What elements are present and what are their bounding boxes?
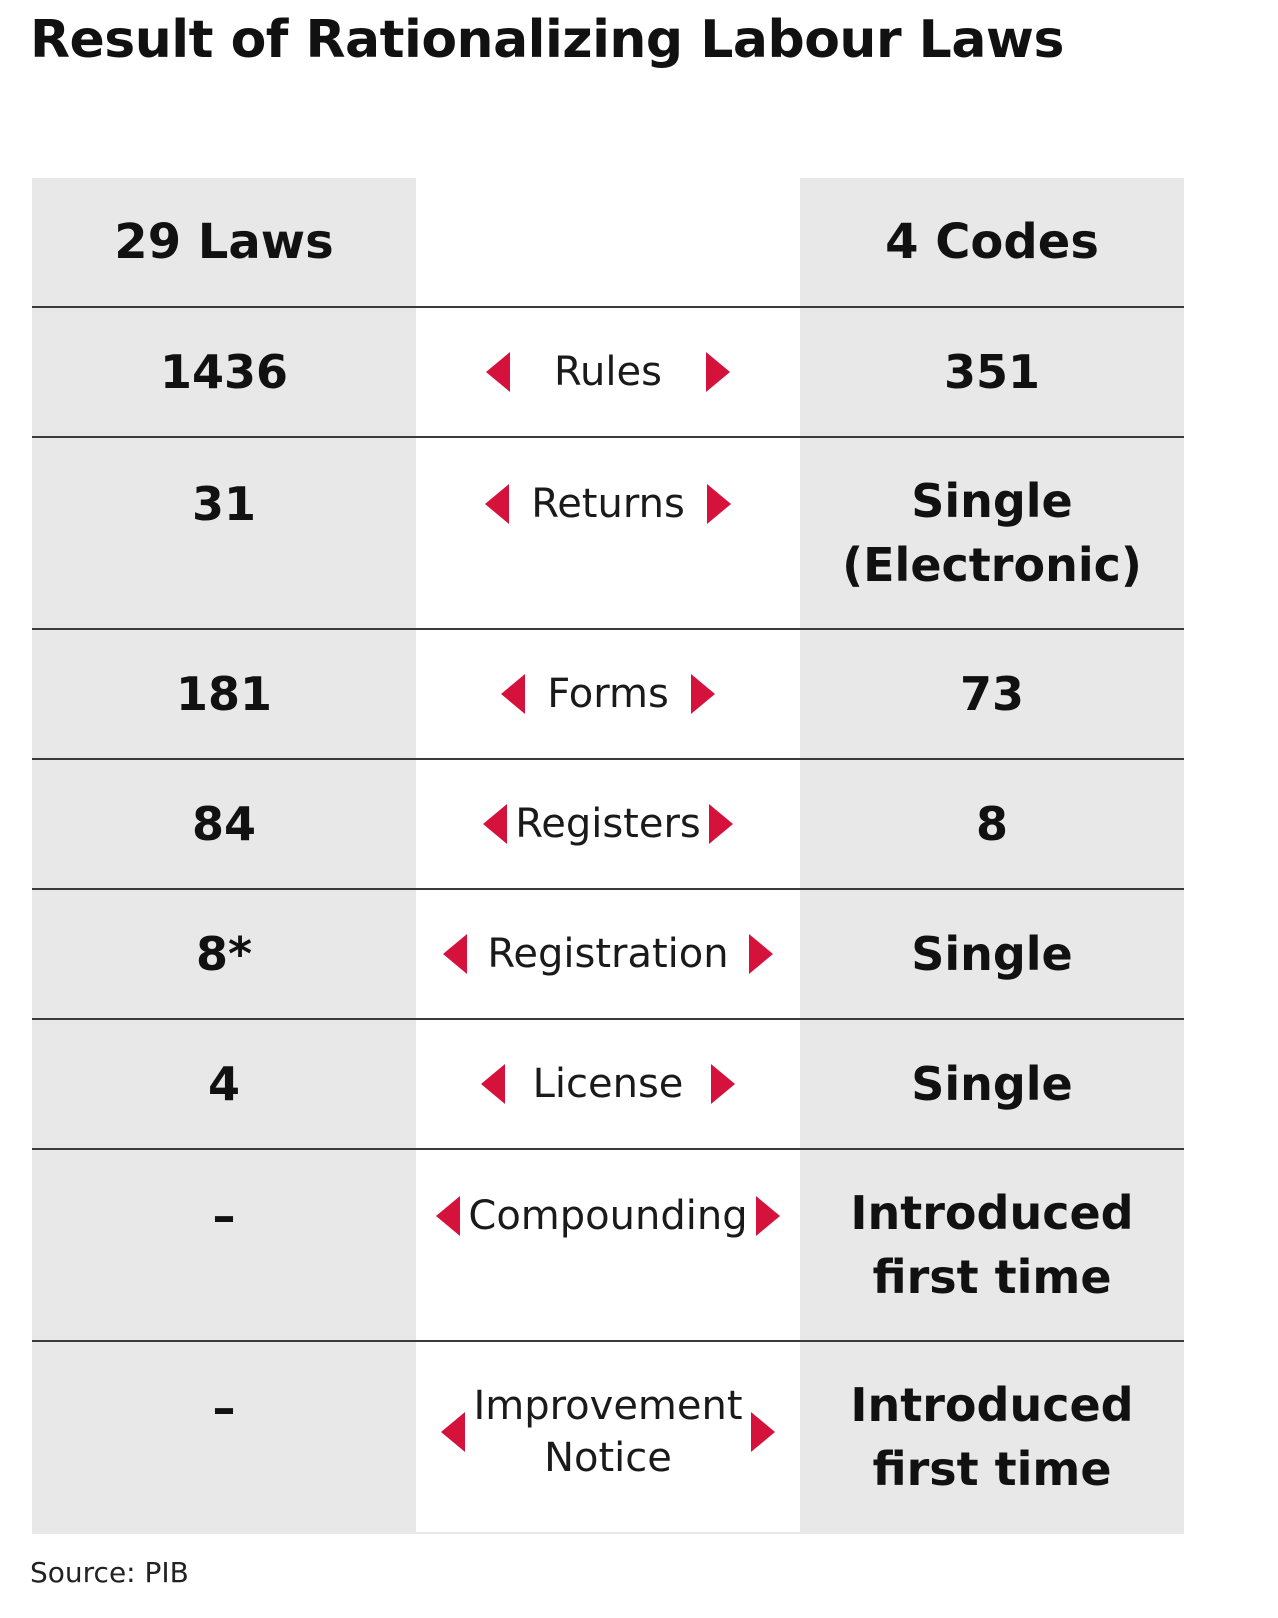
table-row-rules	[32, 308, 1184, 438]
right-arrow-icon	[711, 1064, 735, 1104]
header-middle	[416, 178, 800, 306]
table-row-license	[32, 1020, 1184, 1150]
category-label: Forms	[547, 671, 669, 717]
codes-value-line1: Single	[911, 474, 1073, 528]
codes-value: 73	[800, 630, 1184, 758]
category-label: Registration	[487, 931, 729, 977]
right-arrow-icon	[707, 484, 731, 524]
category-label: License	[532, 1061, 684, 1107]
codes-value: Single	[800, 890, 1184, 1018]
header-codes: 4 Codes	[800, 178, 1184, 306]
laws-value: 8*	[32, 890, 416, 1018]
table-row-forms	[32, 630, 1184, 760]
header-laws: 29 Laws	[32, 178, 416, 306]
left-arrow-icon	[481, 1064, 505, 1104]
laws-value: 181	[32, 630, 416, 758]
laws-value: 31	[32, 438, 416, 628]
codes-value: 8	[800, 760, 1184, 888]
category-label: Rules	[554, 349, 662, 395]
laws-value: –	[32, 1150, 416, 1340]
table-row-registers	[32, 760, 1184, 890]
left-arrow-icon	[483, 804, 507, 844]
left-arrow-icon	[486, 352, 510, 392]
table-row-returns	[32, 438, 1184, 630]
category-cell	[416, 1020, 800, 1148]
category-cell	[416, 308, 800, 436]
laws-value: –	[32, 1342, 416, 1532]
left-arrow-icon	[441, 1412, 465, 1452]
laws-value: 84	[32, 760, 416, 888]
category-cell	[416, 1150, 800, 1340]
category-label-line2: Notice	[544, 1435, 672, 1481]
category-cell	[416, 438, 800, 628]
right-arrow-icon	[751, 1412, 775, 1452]
table-row-registration	[32, 890, 1184, 1020]
left-arrow-icon	[436, 1196, 460, 1236]
right-arrow-icon	[756, 1196, 780, 1236]
codes-value-line2: (Electronic)	[842, 538, 1142, 592]
codes-value: 351	[800, 308, 1184, 436]
codes-value	[800, 438, 1184, 628]
left-arrow-icon	[501, 674, 525, 714]
laws-value: 4	[32, 1020, 416, 1148]
table-header-row	[32, 178, 1184, 308]
comparison-table	[32, 178, 1184, 1534]
left-arrow-icon	[485, 484, 509, 524]
codes-value: Single	[800, 1020, 1184, 1148]
right-arrow-icon	[709, 804, 733, 844]
category-cell	[416, 760, 800, 888]
category-cell	[416, 890, 800, 1018]
laws-value: 1436	[32, 308, 416, 436]
category-label: Compounding	[468, 1193, 748, 1239]
table-row-improvement-notice	[32, 1342, 1184, 1532]
page-title: Result of Rationalizing Labour Laws	[30, 10, 1064, 70]
category-label	[473, 1380, 742, 1484]
codes-value-line1: Introduced	[850, 1186, 1134, 1240]
category-label: Registers	[515, 801, 701, 847]
codes-value-line2: first time	[872, 1250, 1112, 1304]
codes-value	[800, 1150, 1184, 1340]
category-cell	[416, 630, 800, 758]
right-arrow-icon	[749, 934, 773, 974]
table-row-compounding	[32, 1150, 1184, 1342]
right-arrow-icon	[691, 674, 715, 714]
codes-value	[800, 1342, 1184, 1532]
codes-value-line1: Introduced	[850, 1378, 1134, 1432]
category-cell	[416, 1342, 800, 1532]
codes-value-line2: first time	[872, 1442, 1112, 1496]
left-arrow-icon	[443, 934, 467, 974]
right-arrow-icon	[706, 352, 730, 392]
category-label: Returns	[531, 481, 685, 527]
source-note: Source: PIB	[30, 1556, 189, 1589]
category-label-line1: Improvement	[473, 1383, 743, 1429]
